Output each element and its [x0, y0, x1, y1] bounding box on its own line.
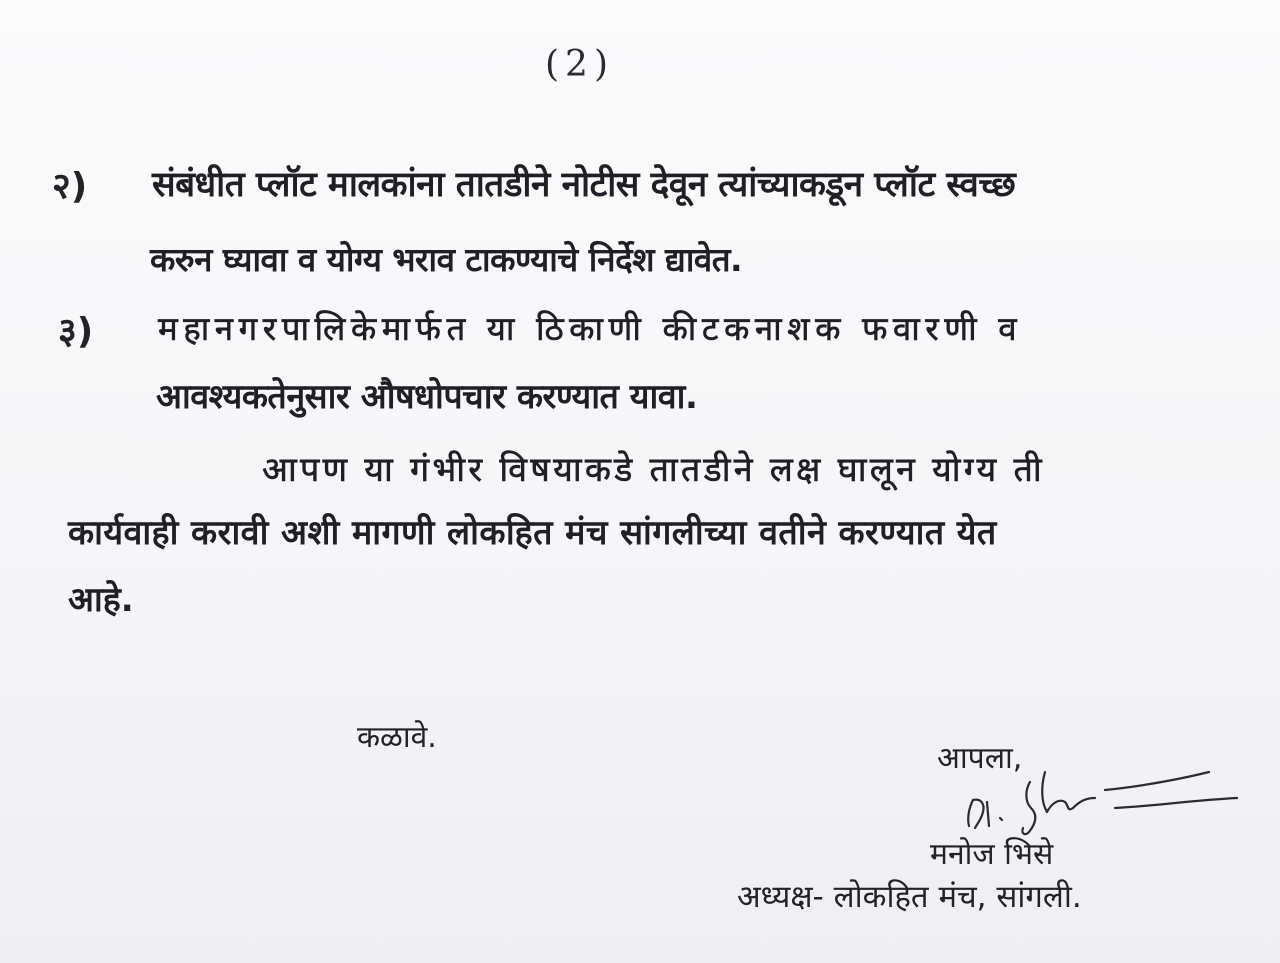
closing-word: कळावे. — [357, 720, 437, 755]
closing-paragraph-line-3: आहे. — [68, 580, 134, 620]
point-number-3: ३) — [58, 311, 94, 352]
point-2-line-1: संबंधीत प्लॉट मालकांना तातडीने नोटीस देवून त्यांच्याकडून प्लॉट स्वच्छ — [152, 165, 1016, 205]
point-3-line-1: महानगरपालिकेमार्फत या ठिकाणी कीटकनाशक फवारणी व — [158, 309, 1023, 348]
closing-paragraph-line-2: कार्यवाही करावी अशी मागणी लोकहित मंच सांगलीच्या वतीने करण्यात येत — [68, 513, 997, 553]
closing-paragraph-line-1: आपण या गंभीर विषयाकडे तातडीने लक्ष घालून योग्य ती — [262, 450, 1045, 490]
page-number: (2) — [545, 44, 614, 85]
point-2-line-2: करुन घ्यावा व योग्य भराव टाकण्याचे निर्देश द्यावेत. — [150, 240, 743, 279]
signatory-name: मनोज भिसे — [930, 837, 1054, 872]
point-number-2: २) — [52, 166, 88, 207]
point-3-line-2: आवश्यकतेनुसार औषधोपचार करण्यात यावा. — [156, 377, 698, 417]
signatory-title: अध्यक्ष- लोकहित मंच, सांगली. — [737, 879, 1082, 915]
signoff-greeting: आपला, — [937, 741, 1023, 776]
